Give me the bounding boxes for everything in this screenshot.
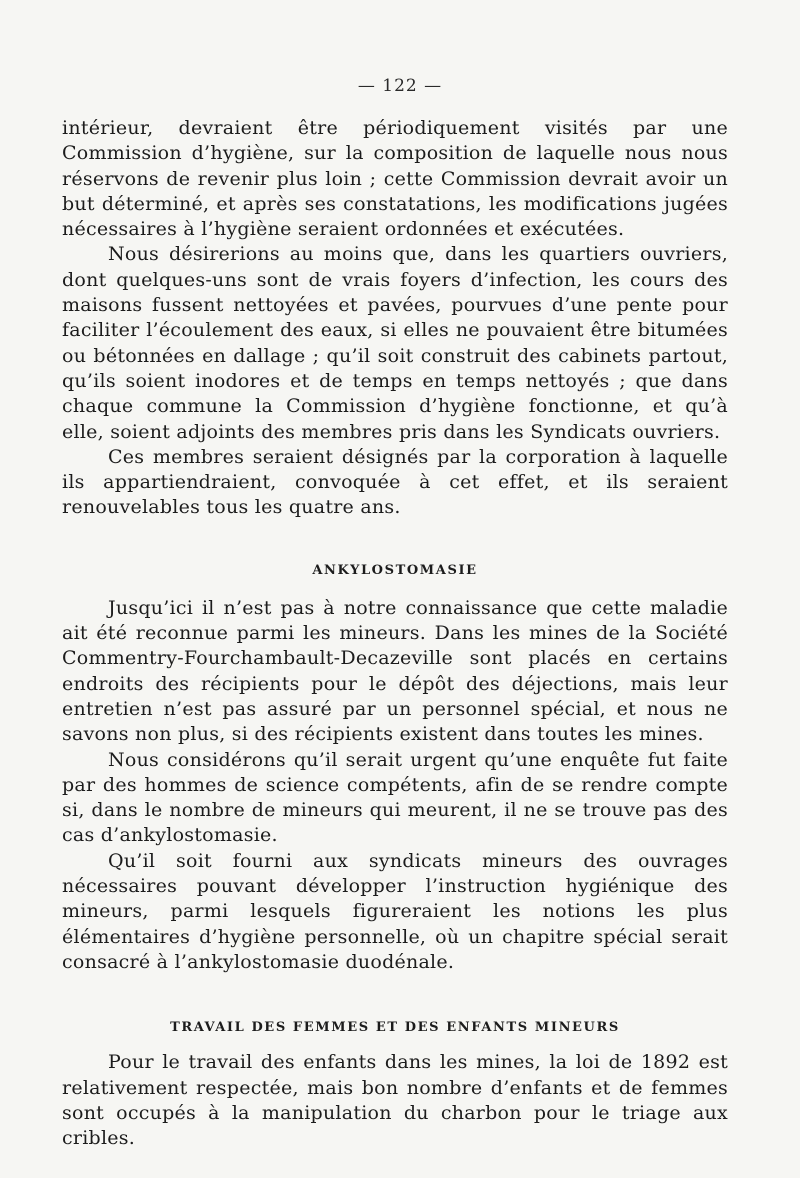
body-text	[62, 116, 728, 1151]
paragraph: intérieur, devraient être périodiquement visités par une Commission d’hygiène, sur la composition de laquelle nous nous réservons de revenir plus loin ; cette Commission devrait avoir un but déterminé, et après ses constatations, les modifications jugées nécessaires à l’hygiène seraient ordonnées et exécutées.	[62, 117, 728, 241]
paragraph: Ces membres seraient désignés par la corporation à laquelle ils appartiendraient, convoquée à cet effet, et ils seraient renouvelables tous les quatre ans.	[62, 445, 728, 519]
paragraph: Jusqu’ici il n’est pas à notre connaissance que cette maladie ait été reconnue parmi les mineurs. Dans les mines de la Société Commentry-Fourchambault-Decazeville sont placés en certains endroits des récipients pour le dépôt des déjections, mais leur entretien n’est pas assuré par un personnel spécial, et nous ne savons non plus, si des récipients existent dans toutes les mines.	[62, 596, 728, 746]
section-heading: TRAVAIL DES FEMMES ET DES ENFANTS MINEURS	[170, 1020, 620, 1036]
paragraph: Qu’il soit fourni aux syndicats mineurs des ouvrages nécessaires pouvant développer l’instruction hygiénique des mineurs, parmi lesquels figureraient les notions les plus élémentaires d’hygiène personnelle, où un chapitre spécial serait consacré à l’ankylostomasie duodénale.	[62, 849, 728, 973]
paragraph: Nous désirerions au moins que, dans les quartiers ouvriers, dont quelques-uns sont de vrais foyers d’infection, les cours des maisons fussent nettoyées et pavées, pourvues d’une pente pour faciliter l’écoulement des eaux, si elles ne pouvaient être bitumées ou bétonnées en dallage ; qu’il soit construit des cabinets partout, qu’ils soient inodores et de temps en temps nettoyés ; que dans chaque commune la Commission d’hygiène fonctionne, et qu’à elle, soient adjoints des membres pris dans les Syndicats ouvriers.	[62, 243, 728, 443]
section-heading: ANKYLOSTOMASIE	[312, 562, 478, 578]
paragraph: Pour le travail des enfants dans les mines, la loi de 1892 est relativement respectée, mais bon nombre d’enfants et de femmes sont occupés à la manipulation du charbon pour le triage aux cribles.	[62, 1051, 728, 1150]
paragraph: Nous considérons qu’il serait urgent qu’une enquête fut faite par des hommes de science compétents, afin de se rendre compte si, dans le nombre de mineurs qui meurent, il ne se trouve pas des cas d’ankylostomasie.	[62, 748, 728, 847]
page-number: — 122 —	[357, 76, 443, 96]
